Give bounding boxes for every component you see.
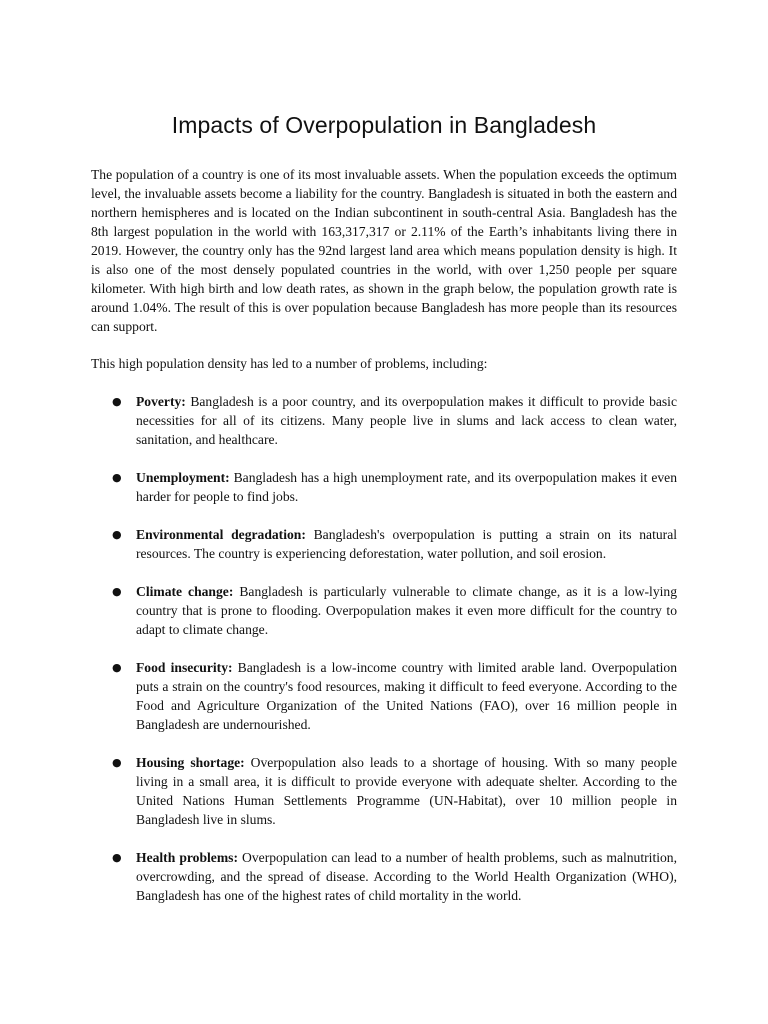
bullet-icon: ● [112, 851, 122, 864]
problem-text: Bangladesh has a high unemployment rate, and its overpopulation makes it even harder for people to find jobs. [136, 470, 677, 504]
problem-item-health-problems [110, 848, 677, 905]
problem-heading: Food insecurity: [136, 660, 233, 675]
problem-heading: Poverty: [136, 394, 186, 409]
problem-item-unemployment [110, 468, 677, 506]
problems-list [110, 392, 677, 924]
problem-heading: Unemployment: [136, 470, 230, 485]
problem-item-poverty [110, 392, 677, 449]
problem-heading: Climate change: [136, 584, 234, 599]
lead-sentence: This high population density has led to a number of problems, including: [91, 356, 488, 371]
problem-item-food-insecurity [110, 658, 677, 734]
bullet-icon: ● [112, 585, 122, 598]
bullet-icon: ● [112, 528, 122, 541]
bullet-icon: ● [112, 395, 122, 408]
page-title: Impacts of Overpopulation in Bangladesh [171, 112, 597, 138]
problem-heading: Housing shortage: [136, 755, 245, 770]
intro-paragraph: The population of a country is one of its most invaluable assets. When the population exceeds the optimum level, the invaluable assets become a liability for the country. Bangladesh is situated in both the eastern and northern hemispheres and is located on the Indian subcontinent in south-central Asia. Bangladesh has the 8th largest population in the world with 163,317,317 or 2.11% of the Earth’s inhabitants living there in 2019. However, the country only has the 92nd largest land area which means population density is high. It is also one of the most densely populated countries in the world, with over 1,250 people per square kilometer. With high birth and low death rates, as shown in the graph below, the population growth rate is around 1.04%. The result of this is over population because Bangladesh has more people than its resources can support. [91, 167, 677, 334]
bullet-icon: ● [112, 471, 122, 484]
problem-text: Overpopulation also leads to a shortage of housing. With so many people living in a small area, it is difficult to provide everyone with adequate shelter. According to the United Nations Human Settlements Programme (UN-Habitat), over 10 million people in Bangladesh live in slums. [136, 755, 677, 827]
problem-text: Bangladesh is particularly vulnerable to climate change, as it is a low-lying country that is prone to flooding. Overpopulation makes it even more difficult for the country to adapt to climate change. [136, 584, 677, 637]
problem-text: Bangladesh's overpopulation is putting a strain on its natural resources. The country is experiencing deforestation, water pollution, and soil erosion. [136, 527, 677, 561]
problem-item-housing-shortage [110, 753, 677, 829]
problem-heading: Health problems: [136, 850, 238, 865]
problem-item-climate-change [110, 582, 677, 639]
problem-text: Bangladesh is a low-income country with limited arable land. Overpopulation puts a strain on the country's food resources, making it difficult to feed everyone. According to the Food and Agriculture Organization of the United Nations (FAO), over 16 million people in Bangladesh are undernourished. [136, 660, 677, 732]
problem-text: Bangladesh is a poor country, and its overpopulation makes it difficult to provide basic necessities for all of its citizens. Many people live in slums and lack access to clean water, sanitation, and healthcare. [136, 394, 677, 447]
problem-text: Overpopulation can lead to a number of health problems, such as malnutrition, overcrowding, and the spread of disease. According to the World Health Organization (WHO), Bangladesh has one of the highest rates of child mortality in the world. [136, 850, 677, 903]
bullet-icon: ● [112, 756, 122, 769]
bullet-icon: ● [112, 661, 122, 674]
problem-item-environmental-degradation [110, 525, 677, 563]
problem-heading: Environmental degradation: [136, 527, 306, 542]
